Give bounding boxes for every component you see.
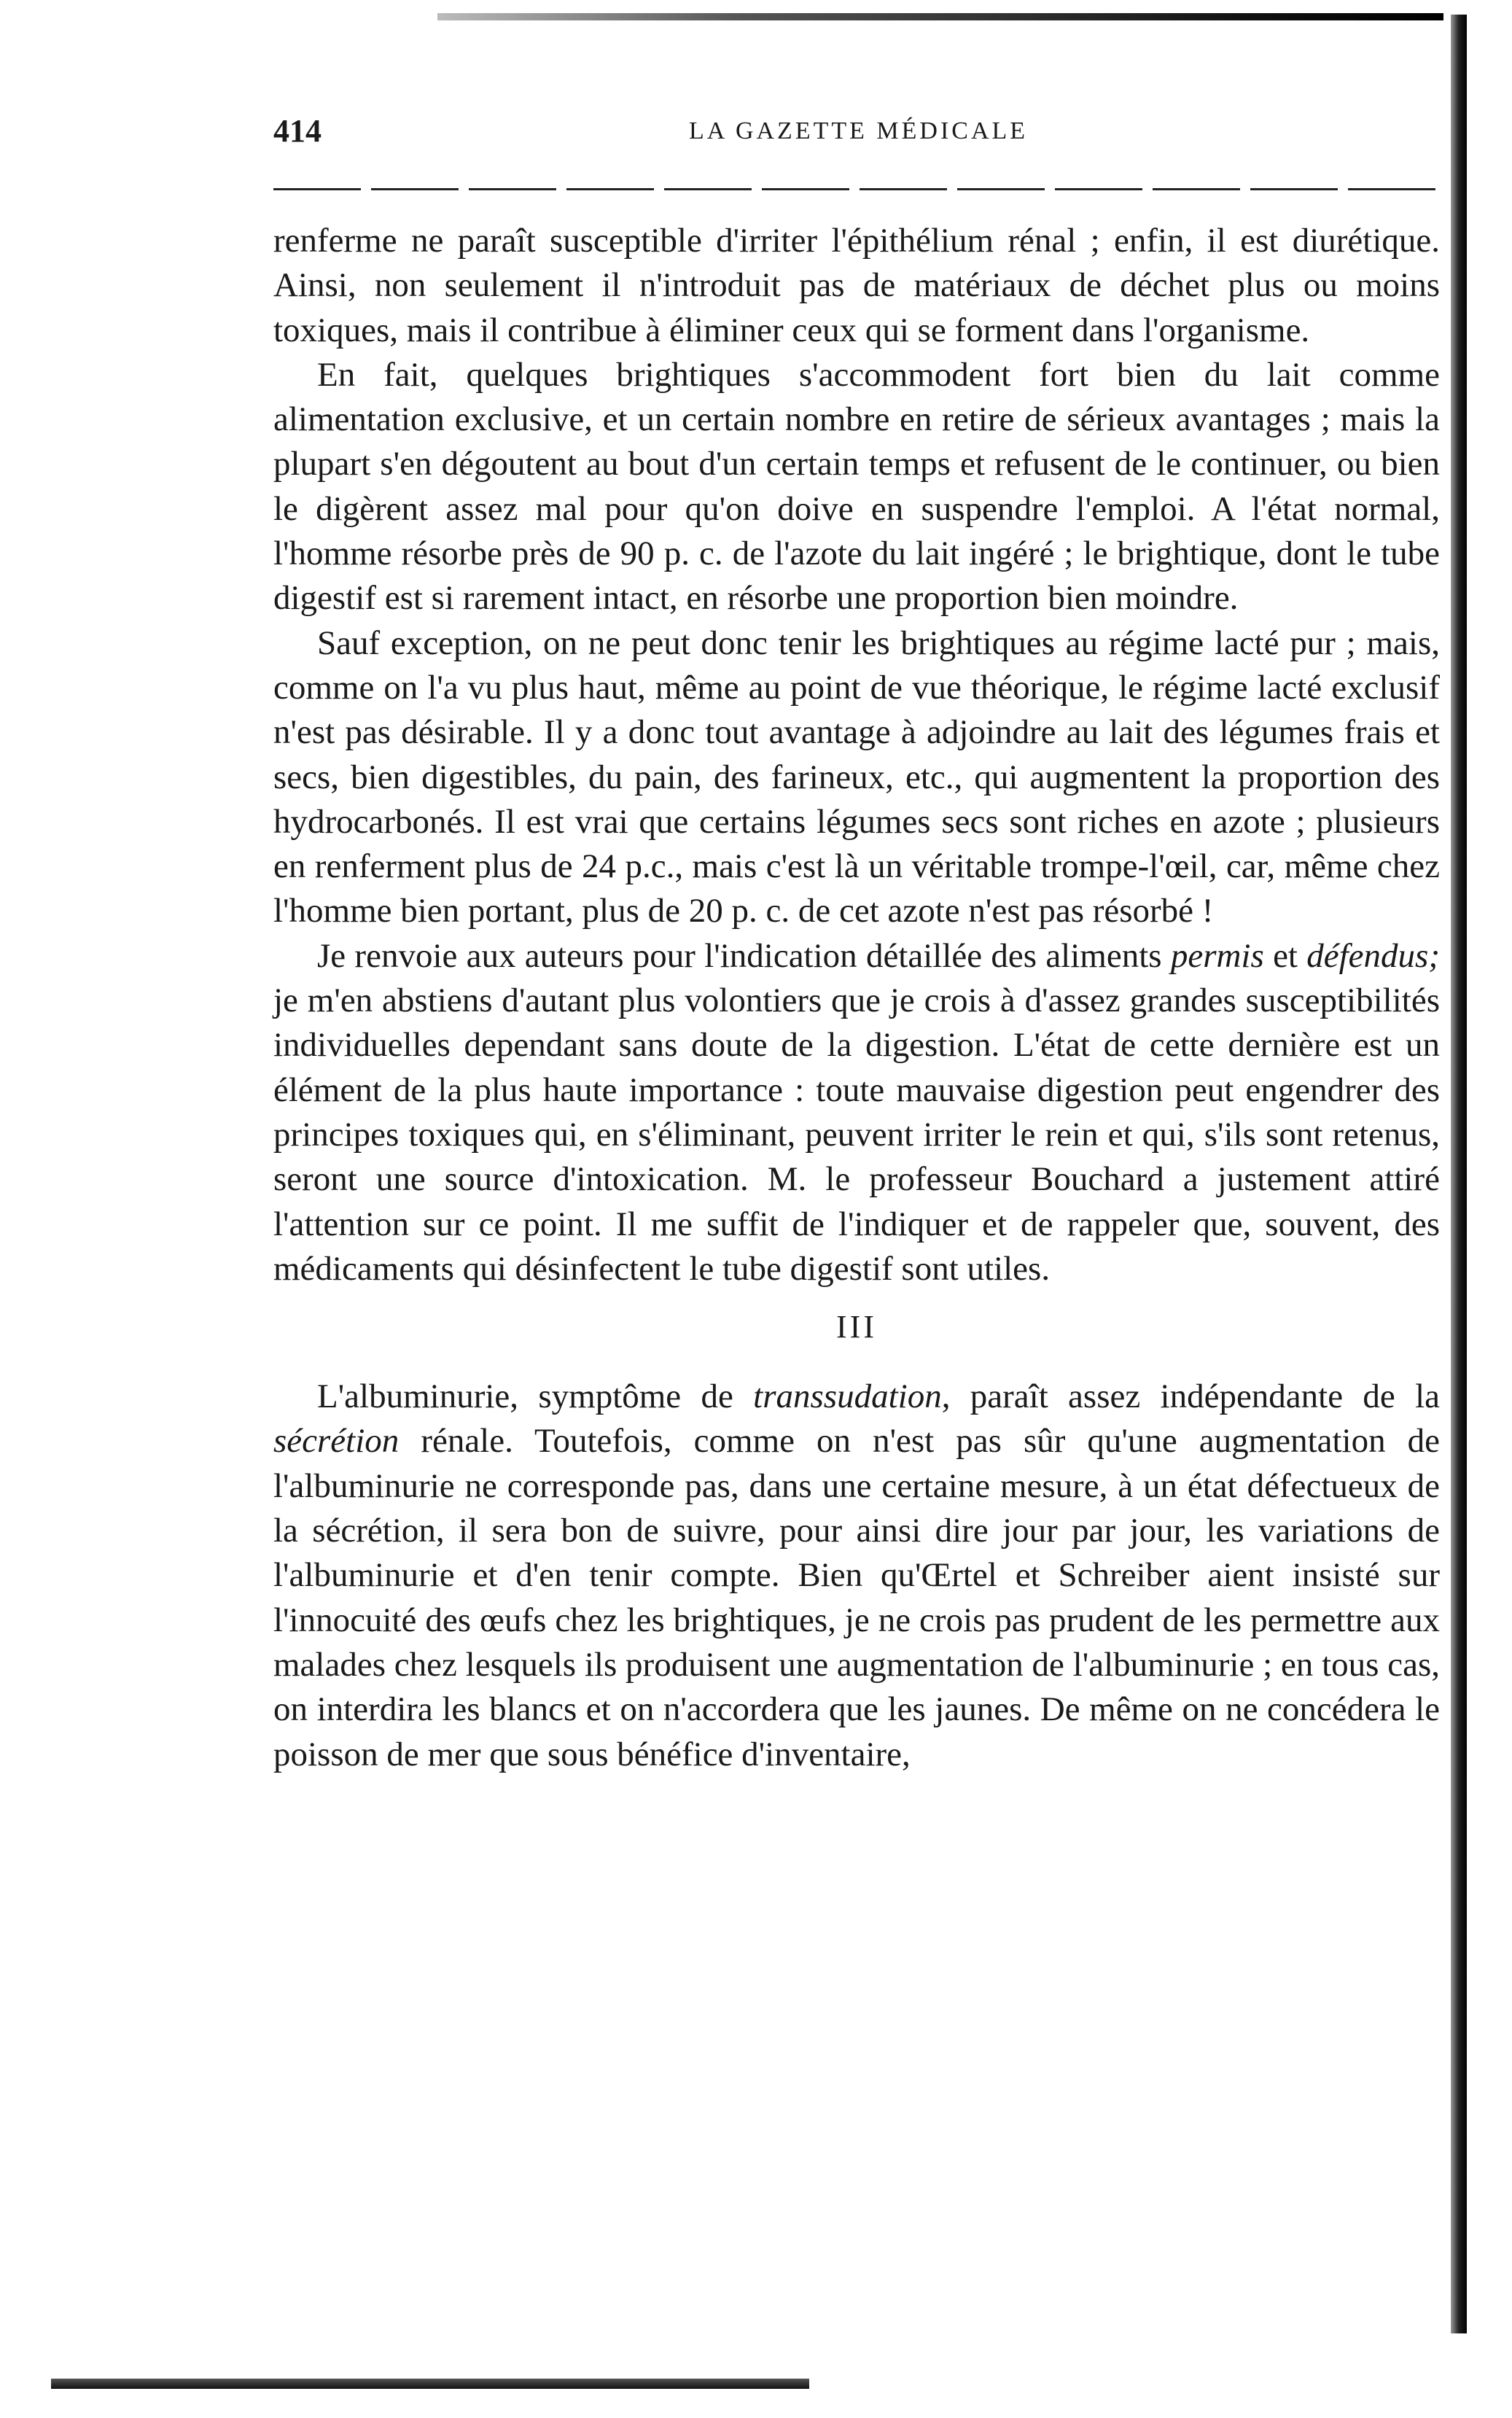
paragraph-4-text-1: Je renvoie aux auteurs pour l'indication détaillée des aliments: [317, 936, 1171, 975]
top-edge-rule: [437, 13, 1443, 20]
section-heading: III: [836, 1309, 877, 1345]
header-rule: [273, 188, 1440, 190]
paragraph-5-text-3: rénale. Toutefois, comme on n'est pas sûr qu'une augmentation de l'albuminurie ne corresponde pas, dans une certaine mesure, à un état défectueux de la sécrétion, il sera bon de suivre, pour ainsi dire jour par jour, les variations de l'albuminurie et d'en tenir compte. Bien qu'Œrtel et Schreiber aient insisté sur l'innocuité des œufs chez les brightiques, je ne crois pas prudent de les permettre aux malades chez lesquels ils produisent une augmentation de l'albuminurie ; en tous cas, on interdira les blancs et on n'accordera que les jaunes. De même on ne concédera le poisson de mer que sous bénéfice d'inventaire,: [273, 1422, 1440, 1773]
paragraph-4: [273, 934, 1440, 1291]
page-number: 414: [273, 113, 322, 149]
bottom-edge-rule: [51, 2379, 809, 2389]
paragraph-1: renferme ne paraît susceptible d'irriter l'épithélium rénal ; enfin, il est diurétique. Ainsi, non seulement il n'introduit pas de matériaux de déchet plus ou moins toxiques, mais il contribue à éliminer ceux qui se forment dans l'organisme.: [273, 222, 1440, 349]
paragraph-5-text-1: L'albuminurie, symptôme de: [317, 1377, 754, 1416]
paragraph-4-text-2: et: [1263, 936, 1307, 975]
running-head: LA GAZETTE MÉDICALE: [689, 117, 1029, 144]
right-edge-rule: [1451, 15, 1467, 2333]
page-header: [273, 109, 1440, 153]
paragraph-4-italic-1: permis: [1170, 936, 1264, 975]
paragraph-3: Sauf exception, on ne peut donc tenir les brightiques au régime lacté pur ; mais, comme on l'a vu plus haut, même au point de vue théorique, le régime lacté exclusif n'est pas désirable. Il y a donc tout avantage à adjoindre au lait des légumes frais et secs, bien digestibles, du pain, des farineux, etc., qui augmentent la proportion des hydrocarbonés. Il est vrai que certains légumes secs sont riches en azote ; plusieurs en renferment plus de 24 p.c., mais c'est là un véritable trompe-l'œil, car, même chez l'homme bien portant, plus de 20 p. c. de cet azote n'est pas résorbé !: [273, 623, 1440, 930]
paragraph-5-italic-1: transsudation: [753, 1377, 942, 1416]
paragraph-5-text-2: , paraît assez indépendante de la: [941, 1377, 1440, 1416]
paragraph-2: En fait, quelques brightiques s'accommodent fort bien du lait comme alimentation exclusive, et un certain nombre en retire de sérieux avantages ; mais la plupart s'en dégoutent au bout d'un certain temps et refusent de le continuer, ou bien le digèrent assez mal pour qu'on doive en suspendre l'emploi. A l'état normal, l'homme résorbe près de 90 p. c. de l'azote du lait ingéré ; le brightique, dont le tube digestif est si rarement intact, en résorbe une proportion bien moindre.: [273, 355, 1440, 618]
body-text: [273, 219, 1440, 1777]
paragraph-4-text-3: je m'en abstiens d'autant plus volontiers que je crois à d'assez grandes susceptibilités individuelles dependant sans doute de la digestion. L'état de cette dernière est un élément de la plus haute importance : toute mauvaise digestion peut engendrer des principes toxiques qui, en s'éliminant, peuvent irriter le rein et qui, s'ils sont retenus, seront une source d'intoxication. M. le professeur Bouchard a justement attiré l'attention sur ce point. Il me suffit de l'indiquer et de rappeler que, souvent, des médicaments qui désinfectent le tube digestif sont utiles.: [273, 981, 1440, 1288]
paragraph-5: [273, 1375, 1440, 1777]
paragraph-5-italic-2: sécrétion: [273, 1422, 400, 1461]
paragraph-4-italic-2: défendus;: [1306, 936, 1440, 975]
